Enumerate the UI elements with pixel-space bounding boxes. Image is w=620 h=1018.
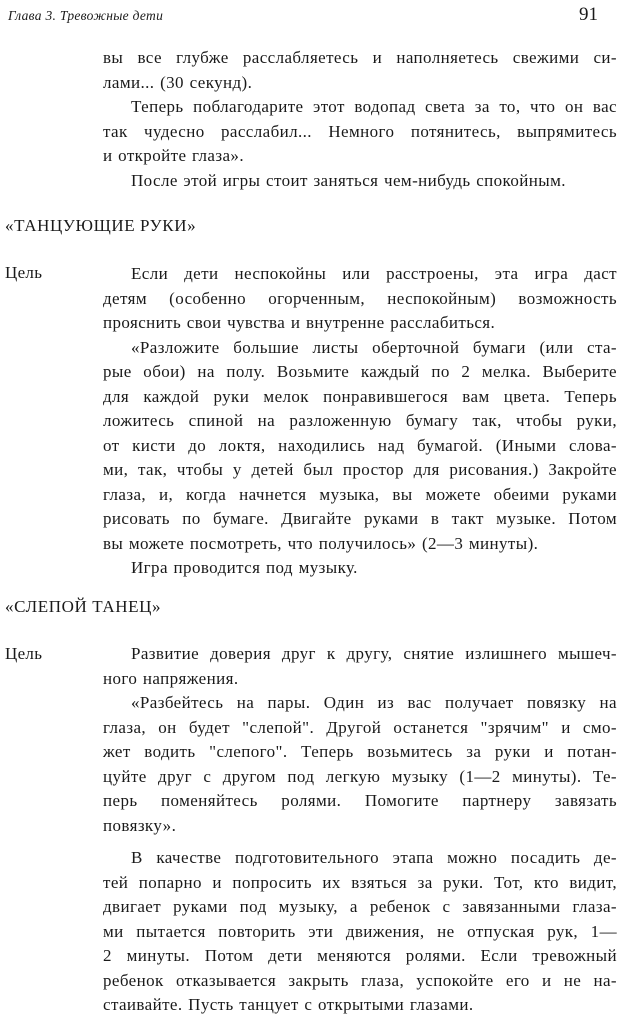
text-line: для каждой руки мелок понравившегося вам цвета. Теперь — [103, 386, 617, 406]
text-line: «Разложите большие листы оберточной бумаги (или ста- — [131, 337, 617, 357]
text-line: от кисти до локтя, находились над бумагой. (Иными слова- — [103, 435, 617, 455]
text-line: После этой игры стоит заняться чем-нибудь спокойным. — [131, 170, 566, 190]
text-line: ми, так, чтобы у детей был простор для рисования.) Закройте — [103, 460, 617, 479]
section-body-blind-dance — [103, 642, 617, 1018]
text-line: тей попарно и попросить их взяться за руки. Тот, кто видит, — [103, 872, 617, 892]
text-line: Теперь поблагодарите этот водопад света за то, что он вас — [131, 97, 617, 116]
text-line: жет водить "слепого". Теперь возьмитесь за руки и потан- — [103, 742, 617, 761]
text-line: «Разбейтесь на пары. Один из вас получает повязку на — [131, 693, 617, 712]
text-line: рисовать по бумаге. Двигайте руками в такт музыке. Потом — [103, 509, 617, 528]
section-title-dancing-hands: «ТАНЦУЮЩИЕ РУКИ» — [5, 216, 197, 235]
text-line: В качестве подготовительного этапа можно посадить де- — [131, 848, 617, 867]
text-line: вы можете посмотреть, что получилось» (2—3 минуты). — [103, 533, 539, 553]
text-line: так чудесно расслабил... Немного потянитесь, выпрямитесь — [103, 121, 617, 141]
text-line: прояснить свои чувства и внутренне расслабиться. — [103, 313, 496, 332]
text-line: перь поменяйтесь ролями. Помогите партнеру завязать — [103, 791, 617, 810]
text-line: ного напряжения. — [103, 668, 239, 688]
text-line: цуйте друг с другом под легкую музыку (1—2 минуты). Те- — [103, 766, 617, 786]
text-line: рые обои) на полу. Возьмите каждый по 2 мелка. Выберите — [103, 362, 617, 381]
text-line: стаивайте. Пусть танцует с открытыми глазами. — [103, 995, 474, 1014]
page-header — [8, 6, 598, 24]
text-line: 2 минуты. Потом дети меняются ролями. Если тревожный — [103, 946, 617, 965]
text-line: детям (особенно огорченным, неспокойным) возможность — [103, 288, 617, 308]
section-body-dancing-hands — [103, 262, 617, 581]
goal-label: Цель — [5, 644, 43, 663]
text-line: Игра проводится под музыку. — [131, 558, 358, 577]
section-title-blind-dance: «СЛЕПОЙ ТАНЕЦ» — [5, 597, 162, 616]
text-line: лами... (30 секунд). — [103, 72, 253, 92]
text-line: ми пытается повторить эти движения, не отпуская рук, 1— — [103, 921, 617, 941]
intro-paragraphs — [103, 46, 617, 193]
page-number: 91 — [579, 4, 598, 25]
text-line: Развитие доверия друг к другу, снятие излишнего мышеч- — [131, 644, 617, 663]
text-line: двигает руками под музыку, а ребенок с завязанными глаза- — [103, 897, 617, 916]
goal-label: Цель — [5, 263, 43, 282]
text-line: ложитесь спиной на разложенную бумагу так, чтобы руки, — [103, 411, 617, 430]
text-line: повязку». — [103, 815, 177, 835]
text-line: ребенок отказывается закрыть глаза, успокойте его и не на- — [103, 970, 617, 990]
running-head: Глава 3. Тревожные дети — [8, 8, 164, 23]
text-line: глаза, он будет "слепой". Другой останется "зрячим" и смо- — [103, 717, 617, 737]
text-line: глаза, и, когда начнется музыка, вы можете обеими руками — [103, 484, 617, 504]
text-line: вы все глубже расслабляетесь и наполняетесь свежими си- — [103, 48, 617, 67]
text-line: Если дети неспокойны или расстроены, эта игра даст — [131, 264, 617, 283]
text-line: и откройте глаза». — [103, 146, 244, 165]
